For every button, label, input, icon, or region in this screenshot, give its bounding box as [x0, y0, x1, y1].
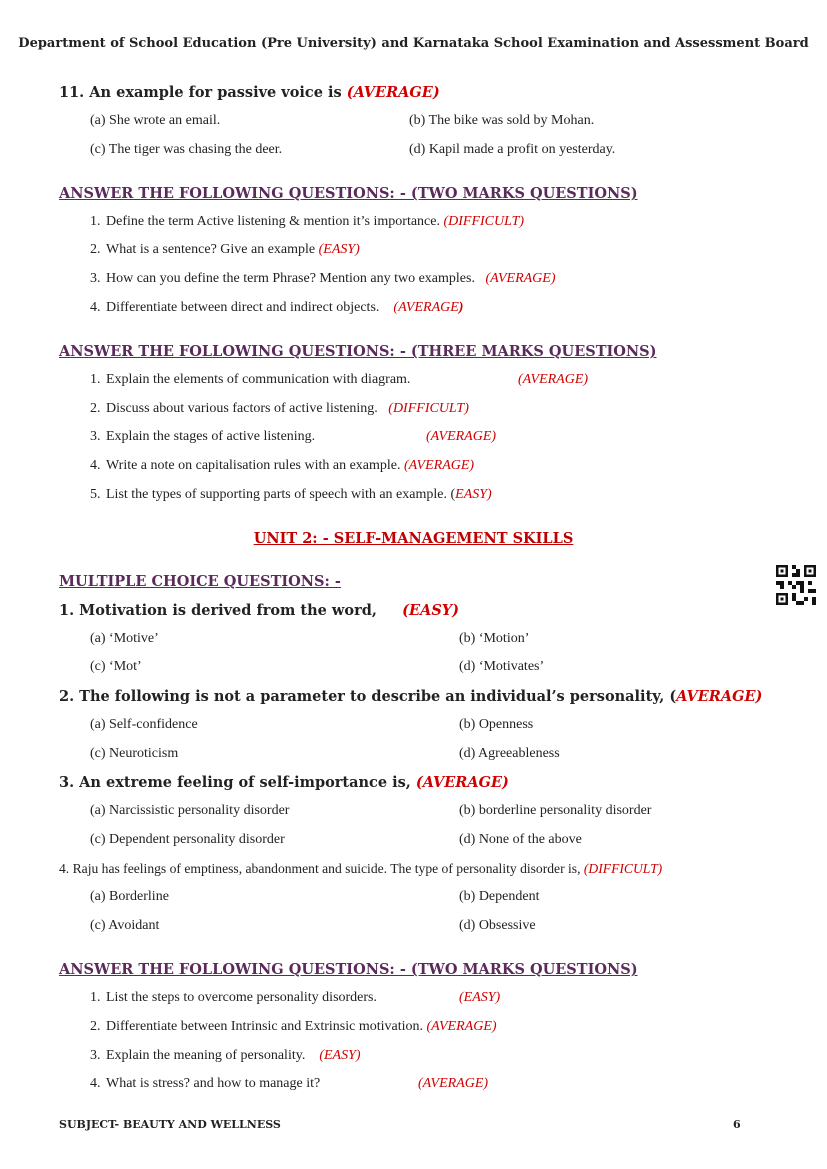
difficulty-tag: (AVERAGE)	[404, 458, 475, 473]
option-b: (b) Openness	[459, 717, 534, 732]
list-item: 2. Discuss about various factors of active listening. (DIFFICULT)	[90, 401, 469, 416]
option-a: (a) ‘Motive’	[90, 631, 159, 646]
question: 2. The following is not a parameter to describe an individual’s personality, (AVERAGE)	[59, 688, 763, 705]
option-d: (d) None of the above	[459, 832, 582, 847]
option-c: (c) Dependent personality disorder	[90, 832, 285, 847]
list-item: 4. Write a note on capitalisation rules with an example. (AVERAGE)	[90, 458, 475, 473]
list-item: 1. Define the term Active listening & mention it’s importance. (DIFFICULT)	[90, 214, 525, 229]
qr-code-icon	[776, 565, 816, 605]
difficulty-tag: (AVERAGE)	[346, 84, 440, 101]
question: 3. An extreme feeling of self-importance is, (AVERAGE)	[59, 774, 509, 791]
footer-subject: SUBJECT- BEAUTY AND WELLNESS	[59, 1118, 281, 1131]
difficulty-tag: (EASY)	[459, 990, 501, 1005]
section-heading-mcq: MULTIPLE CHOICE QUESTIONS: -	[59, 573, 341, 590]
option-b: (b) Dependent	[459, 889, 540, 904]
difficulty-tag: (AVERAGE)	[418, 1076, 489, 1091]
list-item: 3. How can you define the term Phrase? Mention any two examples. (AVERAGE)	[90, 271, 556, 286]
option-b: (b) The bike was sold by Mohan.	[409, 113, 595, 128]
difficulty-tag: (AVERAGE)	[485, 271, 556, 286]
option-c: (c) ‘Mot’	[90, 659, 142, 674]
difficulty-tag: AVERAGE)	[676, 688, 763, 705]
difficulty-tag: (DIFFICULT)	[388, 401, 469, 416]
list-item: 1. Explain the elements of communication with diagram.	[90, 372, 411, 387]
option-c: (c) Avoidant	[90, 918, 160, 933]
difficulty-tag: (EASY)	[319, 1048, 361, 1063]
option-d: (d) Kapil made a profit on yesterday.	[409, 142, 616, 157]
difficulty-tag: (AVERAGE)	[415, 774, 509, 791]
difficulty-tag: (EASY)	[402, 602, 460, 619]
option-a: (a) She wrote an email.	[90, 113, 221, 128]
list-item: 3. Explain the meaning of personality. (EASY)	[90, 1048, 361, 1063]
list-item: 2. Differentiate between Intrinsic and Extrinsic motivation. (AVERAGE)	[90, 1019, 497, 1034]
unit-title: UNIT 2: - SELF-MANAGEMENT SKILLS	[253, 530, 574, 547]
difficulty-tag: (AVERAGE)	[518, 372, 589, 387]
difficulty-tag: (AVERAGE)	[426, 1019, 497, 1034]
option-c: (c) The tiger was chasing the deer.	[90, 142, 283, 157]
list-item: 1. List the steps to overcome personality disorders.	[90, 990, 377, 1005]
option-c: (c) Neuroticism	[90, 746, 179, 761]
option-d: (d) ‘Motivates’	[459, 659, 545, 674]
question: 4. Raju has feelings of emptiness, abandonment and suicide. The type of personality disorder is, (DIFFICULT)	[59, 861, 663, 876]
question-text: 11. An example for passive voice is	[59, 84, 342, 101]
question-11	[59, 84, 440, 101]
difficulty-tag: (DIFFICULT)	[583, 861, 663, 876]
option-a: (a) Self-confidence	[90, 717, 198, 732]
list-item: 2. What is a sentence? Give an example (EASY)	[90, 242, 360, 257]
option-b: (b) borderline personality disorder	[459, 803, 652, 818]
section-heading-two-marks: ANSWER THE FOLLOWING QUESTIONS: - (TWO MARKS QUESTIONS)	[59, 961, 638, 978]
option-a: (a) Narcissistic personality disorder	[90, 803, 290, 818]
difficulty-tag: (EASY)	[318, 242, 360, 257]
page-number: 6	[733, 1118, 741, 1131]
section-heading-two-marks: ANSWER THE FOLLOWING QUESTIONS: - (TWO MARKS QUESTIONS)	[59, 185, 638, 202]
difficulty-tag: (AVERAGE	[393, 300, 459, 315]
difficulty-tag: (AVERAGE)	[426, 429, 497, 444]
difficulty-tag: EASY)	[455, 487, 492, 502]
list-item: 4. What is stress? and how to manage it?	[90, 1076, 321, 1091]
question: 1. Motivation is derived from the word, (EASY)	[59, 602, 460, 619]
section-heading-three-marks: ANSWER THE FOLLOWING QUESTIONS: - (THREE MARKS QUESTIONS)	[59, 343, 657, 360]
difficulty-tag: (DIFFICULT)	[443, 214, 525, 229]
list-item: 3. Explain the stages of active listening.	[90, 429, 316, 444]
option-d: (d) Agreeableness	[459, 746, 560, 761]
page-header: Department of School Education (Pre University) and Karnataka School Examination and Assessment Board	[18, 36, 809, 51]
option-d: (d) Obsessive	[459, 918, 536, 933]
list-item: 5. List the types of supporting parts of speech with an example. (EASY)	[90, 487, 492, 502]
option-a: (a) Borderline	[90, 889, 169, 904]
option-b: (b) ‘Motion’	[459, 631, 530, 646]
list-item: 4. Differentiate between direct and indirect objects. (AVERAGE)	[90, 300, 464, 315]
